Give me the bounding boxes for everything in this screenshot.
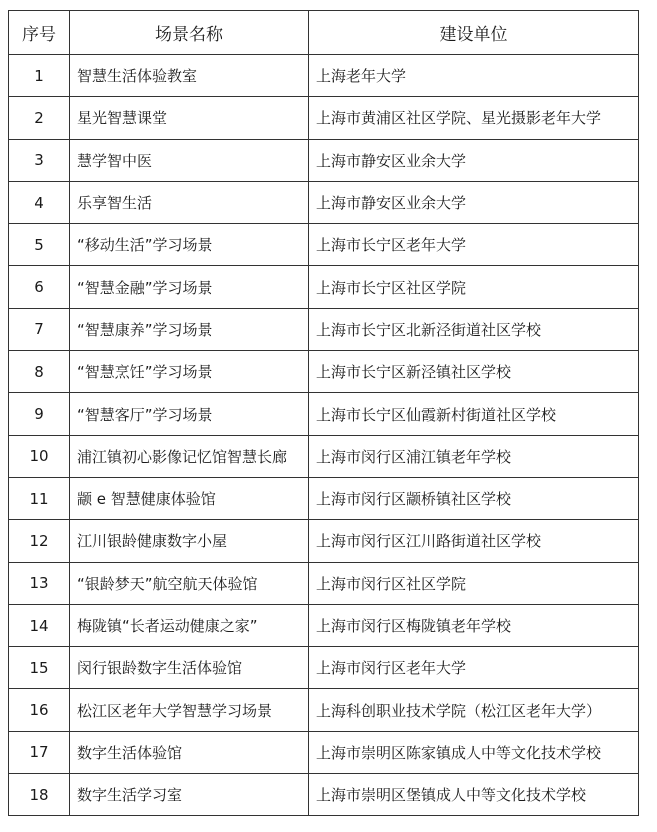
document-sheet (8, 10, 638, 816)
row-no: 7 (9, 308, 70, 350)
row-unit: 上海市闵行区社区学院 (309, 562, 639, 604)
header-scene-name: 场景名称 (70, 11, 309, 55)
row-scene-name: 星光智慧课堂 (70, 97, 309, 139)
row-no: 9 (9, 393, 70, 435)
row-scene-name: 数字生活体验馆 (70, 731, 309, 773)
row-no: 5 (9, 224, 70, 266)
row-no: 10 (9, 435, 70, 477)
row-no: 2 (9, 97, 70, 139)
table-row (9, 393, 639, 435)
header-unit: 建设单位 (309, 11, 639, 55)
table-row (9, 604, 639, 646)
table-row (9, 308, 639, 350)
row-no: 17 (9, 731, 70, 773)
row-scene-name: 慧学智中医 (70, 139, 309, 181)
row-no: 1 (9, 55, 70, 97)
table-row (9, 97, 639, 139)
row-unit: 上海科创职业技术学院（松江区老年大学） (309, 689, 639, 731)
row-scene-name: “移动生活”学习场景 (70, 224, 309, 266)
row-unit: 上海市黄浦区社区学院、星光摄影老年大学 (309, 97, 639, 139)
row-no: 16 (9, 689, 70, 731)
scene-table (8, 10, 639, 816)
row-no: 18 (9, 774, 70, 816)
table-row (9, 435, 639, 477)
row-no: 8 (9, 351, 70, 393)
table-row (9, 562, 639, 604)
row-unit: 上海市静安区业余大学 (309, 139, 639, 181)
row-scene-name: “智慧客厅”学习场景 (70, 393, 309, 435)
row-unit: 上海市长宁区老年大学 (309, 224, 639, 266)
table-body (9, 55, 639, 816)
table-row (9, 266, 639, 308)
row-scene-name: 乐享智生活 (70, 181, 309, 223)
row-no: 15 (9, 647, 70, 689)
row-no: 4 (9, 181, 70, 223)
row-scene-name: 松江区老年大学智慧学习场景 (70, 689, 309, 731)
row-unit: 上海市长宁区新泾镇社区学校 (309, 351, 639, 393)
row-no: 11 (9, 477, 70, 519)
row-unit: 上海市静安区业余大学 (309, 181, 639, 223)
row-unit: 上海市长宁区北新泾街道社区学校 (309, 308, 639, 350)
row-unit: 上海市崇明区陈家镇成人中等文化技术学校 (309, 731, 639, 773)
table-row (9, 139, 639, 181)
row-scene-name: “智慧康养”学习场景 (70, 308, 309, 350)
row-unit: 上海市闵行区颛桥镇社区学校 (309, 477, 639, 519)
row-unit: 上海市闵行区老年大学 (309, 647, 639, 689)
table-row (9, 55, 639, 97)
header-no: 序号 (9, 11, 70, 55)
table-row (9, 689, 639, 731)
table-row (9, 477, 639, 519)
row-scene-name: “银龄梦天”航空航天体验馆 (70, 562, 309, 604)
table-header (9, 11, 639, 55)
table-row (9, 774, 639, 816)
row-scene-name: 浦江镇初心影像记忆馆智慧长廊 (70, 435, 309, 477)
row-scene-name: 江川银龄健康数字小屋 (70, 520, 309, 562)
table-row (9, 647, 639, 689)
row-scene-name: 梅陇镇“长者运动健康之家” (70, 604, 309, 646)
header-row (9, 11, 639, 55)
row-unit: 上海市长宁区社区学院 (309, 266, 639, 308)
row-unit: 上海老年大学 (309, 55, 639, 97)
row-unit: 上海市崇明区堡镇成人中等文化技术学校 (309, 774, 639, 816)
row-scene-name: 智慧生活体验教室 (70, 55, 309, 97)
row-unit: 上海市闵行区浦江镇老年学校 (309, 435, 639, 477)
row-no: 3 (9, 139, 70, 181)
table-row (9, 224, 639, 266)
row-scene-name: 数字生活学习室 (70, 774, 309, 816)
row-unit: 上海市闵行区梅陇镇老年学校 (309, 604, 639, 646)
table-row (9, 181, 639, 223)
row-scene-name: 颛 e 智慧健康体验馆 (70, 477, 309, 519)
table-row (9, 731, 639, 773)
row-unit: 上海市闵行区江川路街道社区学校 (309, 520, 639, 562)
row-scene-name: “智慧金融”学习场景 (70, 266, 309, 308)
row-no: 12 (9, 520, 70, 562)
row-scene-name: “智慧烹饪”学习场景 (70, 351, 309, 393)
table-row (9, 520, 639, 562)
row-scene-name: 闵行银龄数字生活体验馆 (70, 647, 309, 689)
row-no: 13 (9, 562, 70, 604)
table-row (9, 351, 639, 393)
row-no: 6 (9, 266, 70, 308)
row-unit: 上海市长宁区仙霞新村街道社区学校 (309, 393, 639, 435)
row-no: 14 (9, 604, 70, 646)
